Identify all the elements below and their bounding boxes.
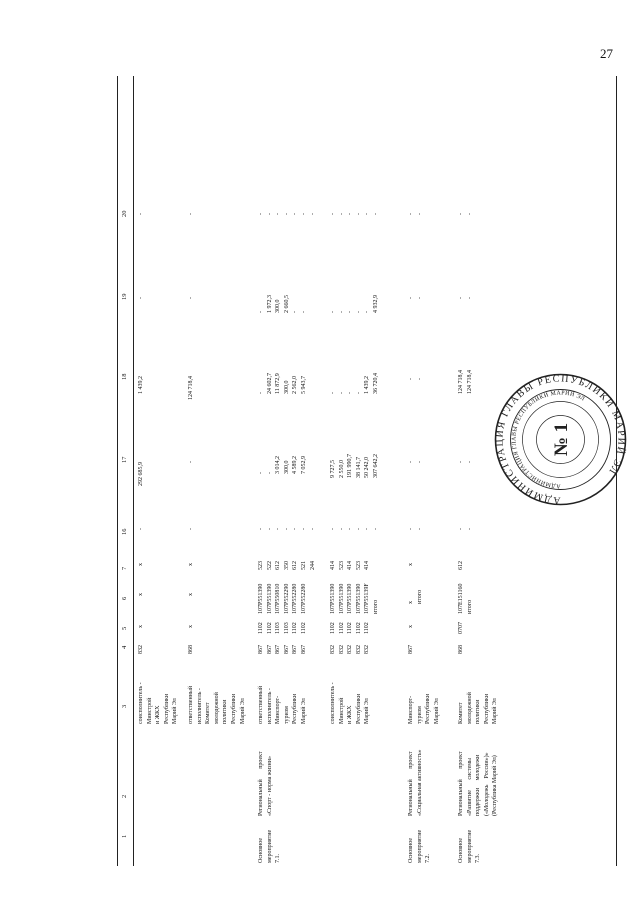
page-number: 27: [600, 46, 613, 61]
seal-outer-text: АДМИНИСТРАЦИЯ ГЛАВЫ РЕСПУБЛИКИ МАРИЙ ЭЛ: [494, 373, 627, 506]
col-header-4: 4: [121, 645, 128, 649]
project-name-cell: Региональный проект «Спорт - норма жизни»: [258, 751, 273, 816]
activity-cell: Основное мероприятие 7.3.: [458, 829, 482, 863]
value-col20: - -: [458, 213, 473, 215]
csr-cell: x: [138, 593, 144, 596]
grbs-cell: 867: [408, 645, 414, 654]
col-header-2: 2: [121, 794, 128, 798]
value-col20: - -: [408, 213, 423, 215]
col-header-5: 5: [121, 626, 128, 630]
value-col20: - - - - - - -: [258, 213, 316, 215]
value-col17: - -: [408, 461, 423, 463]
grbs-cell: 867 867 867 867 867 867: [258, 645, 307, 654]
value-col18: 1 439,2: [138, 376, 144, 394]
vr-cell: 523 522 612 350 612 521 244: [258, 561, 316, 570]
official-seal: [493, 372, 628, 507]
executor-cell: соисполнитель - Минстрой и ЖКХ Республики Марий Эл: [138, 682, 179, 724]
value-col16: - - - - - - -: [258, 528, 316, 530]
table-top-rule: [117, 76, 118, 866]
vr-cell: x: [408, 563, 414, 566]
value-col17: -: [188, 461, 194, 463]
executor-cell: соисполнитель - Минстрой и ЖКХ Республики Марий Эл: [330, 682, 371, 724]
col-header-16: 16: [121, 528, 128, 535]
executor-cell: Комитет молодежной политики Республики Марий Эл: [458, 692, 499, 724]
grbs-cell: 832: [138, 645, 144, 654]
value-col16: -: [138, 528, 144, 530]
rzpr-cell: x: [138, 625, 144, 628]
seal-inner-text: АДМИНИСТРАЦИЯ ГЛАВЫ РЕСПУБЛИКИ МАРИЙ ЭЛ: [511, 390, 586, 489]
grbs-cell: 832 832 832 832 832: [330, 645, 371, 654]
col-header-18: 18: [121, 373, 128, 380]
value-col17: - - 3 014,2 300,0 4 589,2 7 052,9: [258, 456, 307, 474]
value-col18: 124 718,4: [188, 376, 194, 400]
col-header-20: 20: [121, 210, 128, 217]
value-col19: - - - - - 4 932,9: [330, 295, 379, 313]
col-header-7: 7: [121, 566, 128, 570]
rzpr-cell: 0707: [458, 622, 464, 634]
vr-cell: 612: [458, 561, 464, 570]
value-col16: -: [188, 528, 194, 530]
rzpr-cell: 1102 1102 1103 1103 1102 1102: [258, 622, 307, 634]
rzpr-cell: x: [188, 625, 194, 628]
rzpr-cell: 1102 1102 1102 1102 1102: [330, 622, 371, 634]
vr-cell: 414 523 414 523 414: [330, 561, 371, 570]
project-name-cell: Региональный проект «Развитие системы поддержки молодежи («Молодежь России»)» (Республика Марий Эл): [458, 751, 499, 816]
col-header-17: 17: [121, 456, 128, 463]
executor-cell: Минспорт- туризм Республики Марий Эл: [408, 693, 440, 724]
value-col18: - 24 602,7 11 872,9 300,0 2 562,0 5 943,7: [258, 373, 307, 394]
seal-number: № 1: [551, 422, 572, 457]
executor-cell: ответственный исполнитель - Комитет молодежной политики Республики Марий Эл: [188, 685, 246, 724]
rzpr-cell: x: [408, 625, 414, 628]
csr-cell: x: [188, 593, 194, 596]
value-col18: - - - - 1 439,2 36 720,4: [330, 373, 379, 394]
csr-cell: 107Е151160 итого: [458, 583, 473, 614]
col-header-6: 6: [121, 596, 128, 600]
value-col16: - -: [458, 528, 473, 530]
header-rule: [133, 76, 134, 866]
vr-cell: x: [188, 563, 194, 566]
value-col20: - - - - - -: [330, 213, 379, 215]
value-col17: 9 727,5 2 550,0 191 990,7 38 141,7 50 242,0 307 642,2: [330, 454, 379, 478]
project-name-cell: Региональный проект «Социальная активность»: [408, 749, 423, 816]
value-col19: - -: [458, 297, 473, 299]
col-header-1: 1: [121, 834, 128, 838]
csr-cell: x итого: [408, 589, 423, 604]
activity-cell: Основное мероприятие 7.2.: [408, 829, 432, 863]
value-col18: 124 718,4 124 718,4: [458, 370, 473, 394]
value-col19: -: [188, 297, 194, 299]
grbs-cell: 868: [188, 645, 194, 654]
value-col19: - 1 972,3 300,0 2 660,5 - -: [258, 295, 307, 313]
value-col18: - -: [408, 378, 423, 380]
activity-cell: Основное мероприятие 7.1.: [258, 829, 282, 863]
value-col20: -: [138, 213, 144, 215]
value-col16: - - - - - -: [330, 528, 379, 530]
value-col17: - -: [458, 461, 473, 463]
csr-cell: 107P551390 107P551390 107P551390 107P551390 107P55139F итого: [330, 583, 379, 614]
executor-cell: ответственный исполнитель - Минспорт- туризм Республики Марий Эл: [258, 685, 307, 724]
value-col19: -: [138, 297, 144, 299]
value-col17: 292 685,9: [138, 462, 144, 486]
value-col16: - -: [408, 528, 423, 530]
col-header-19: 19: [121, 293, 128, 300]
vr-cell: x: [138, 563, 144, 566]
value-col19: - -: [408, 297, 423, 299]
grbs-cell: 868: [458, 645, 464, 654]
value-col20: -: [188, 213, 194, 215]
col-header-3: 3: [121, 704, 128, 708]
csr-cell: 107P551390 107P551390 107P550810 107P552290 107P552280 107P552280: [258, 583, 307, 614]
